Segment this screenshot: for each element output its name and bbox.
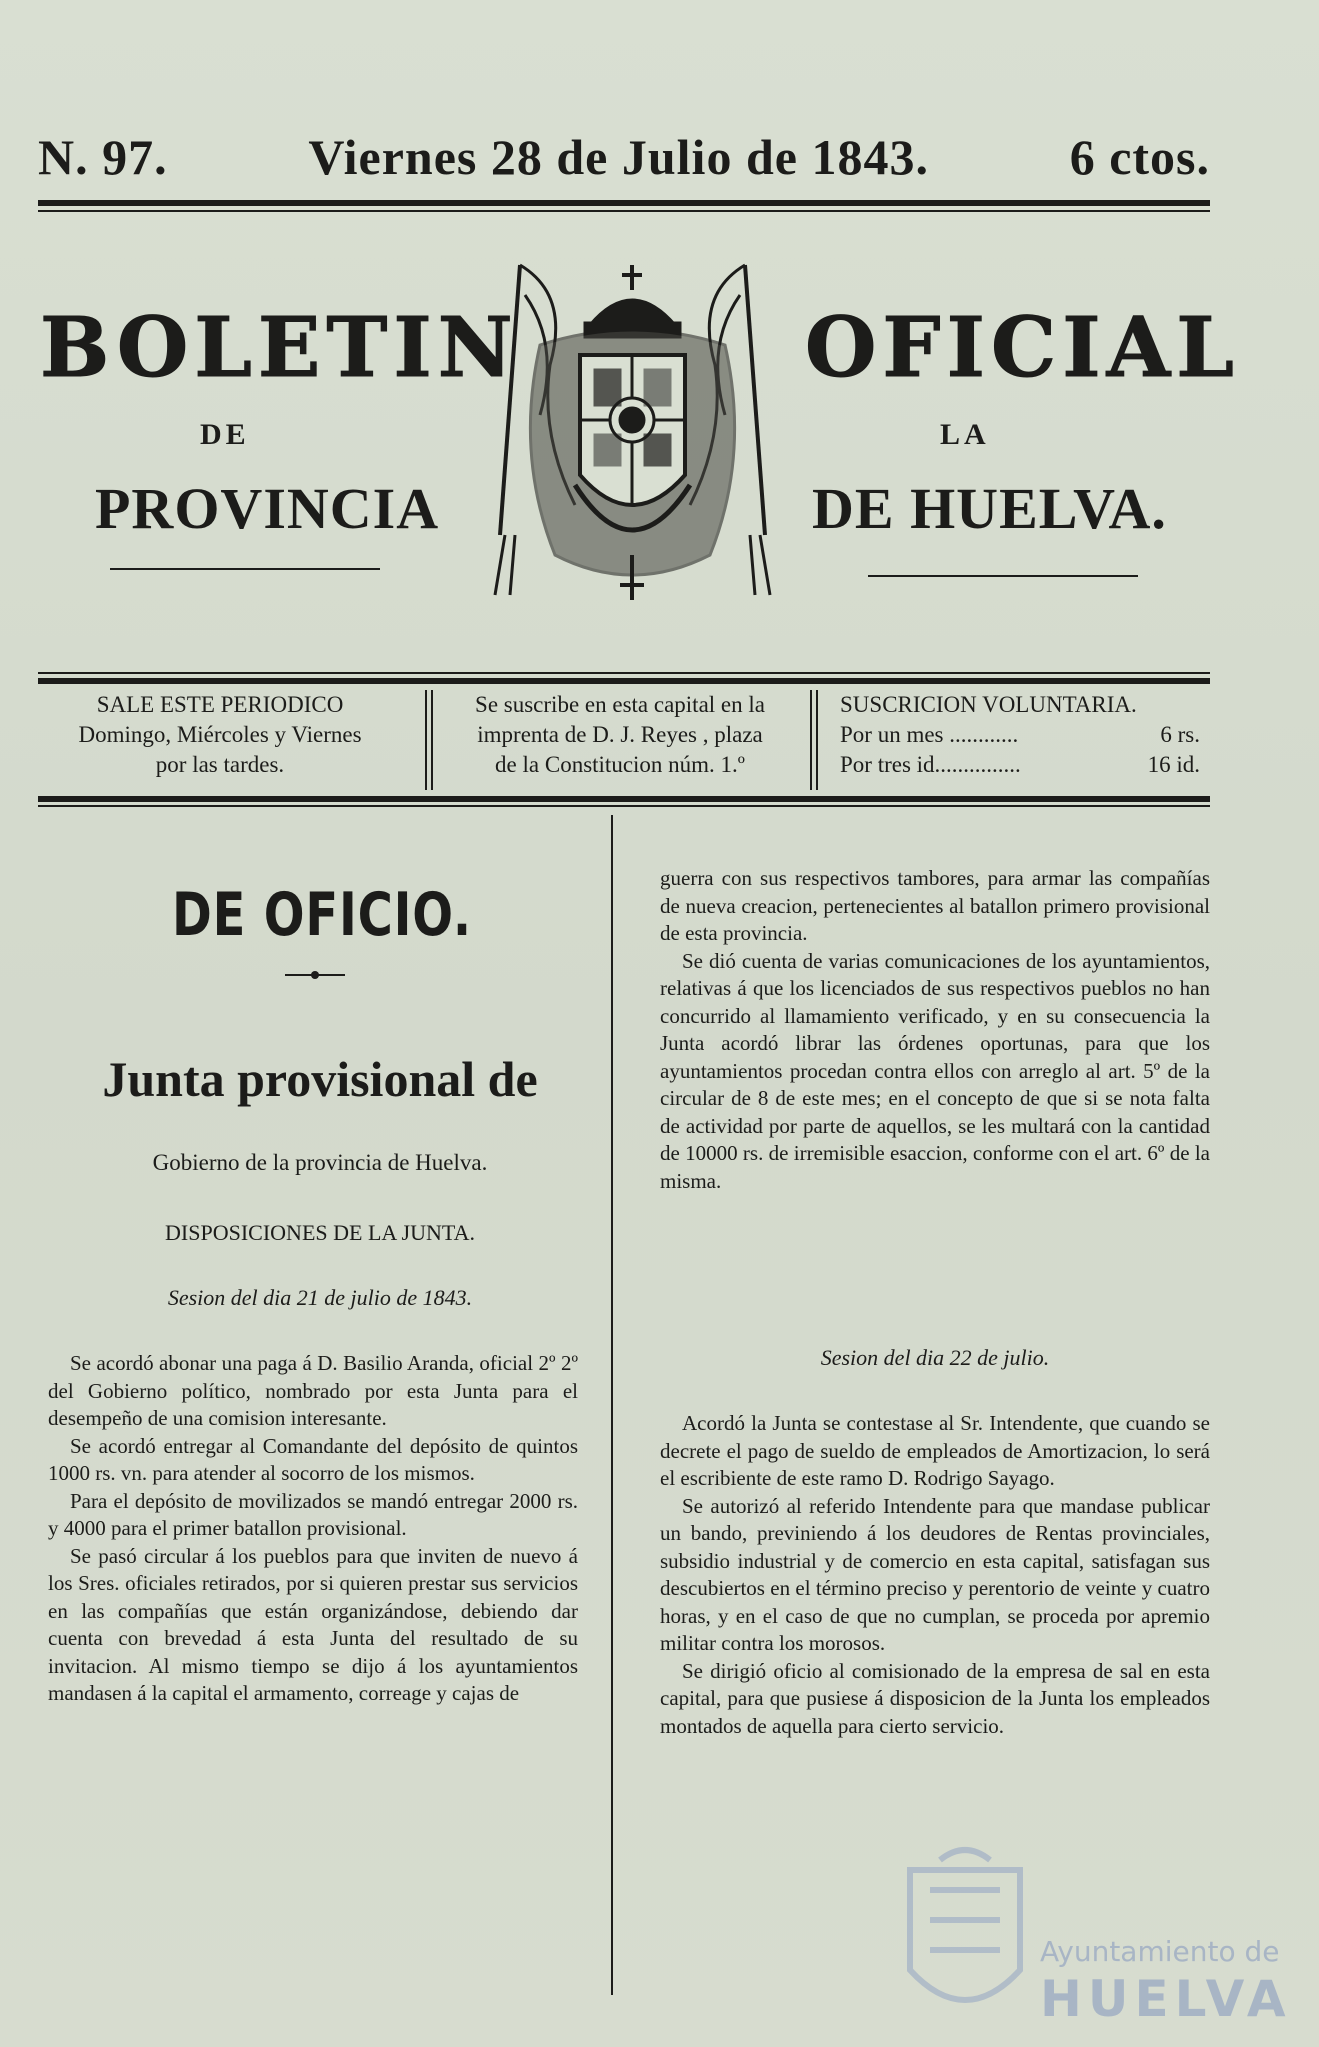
masthead-la: LA <box>940 418 990 451</box>
right-column-body-b <box>660 1410 1210 1740</box>
price-row <box>840 720 1200 750</box>
article-paragraph: Acordó la Junta se contestase al Sr. Intendente, que cuando se decrete el pago de sueldo de empleados de Amortizacion, lo será el escribiente de este ramo D. Rodrigo Sayago. <box>660 1411 1210 1490</box>
junta-title: Junta provisional de <box>102 1051 538 1107</box>
info-prices <box>840 690 1200 790</box>
article-paragraph: guerra con sus respectivos tambores, para armar las compañías de nueva creacion, pertenecientes al batallon primero provisional de esta provincia. <box>660 866 1210 945</box>
price-row <box>840 750 1200 780</box>
info-schedule-line: SALE ESTE PERIODICO <box>96 692 344 717</box>
price-label: Por tres id............... <box>840 752 1021 777</box>
price-value: 16 id. <box>1147 752 1200 777</box>
info-subscription-line: Se suscribe en esta capital en la <box>475 692 765 717</box>
masthead-de-huelva: DE HUELVA. <box>812 476 1167 541</box>
coat-of-arms-icon <box>480 255 785 615</box>
masthead-boletin: BOLETIN <box>40 300 519 396</box>
masthead-underline-right <box>868 575 1138 577</box>
column-divider <box>611 815 613 1995</box>
info-divider <box>425 690 427 790</box>
article-paragraph: Se dió cuenta de varias comunicaciones de los ayuntamientos, relativas á que los licenciados de sus respectivos pueblos no han concurrido al llamamiento verificado, y en su consecuencia la Junta acordó librar las órdenes oportunas, para que los ayuntamientos procedan contra ellos con arreglo al art. 5º de la circular de 8 de este mes; en el concepto de que si se nota falta de actividad por parte de aquellos, se les multará con la cantidad de 10000 rs. de irremisible esaccion, conforme con el art. 6º de la misma. <box>660 948 1210 1193</box>
info-prices-title: SUSCRICION VOLUNTARIA. <box>840 692 1137 717</box>
watermark-line2: HUELVA <box>1040 1970 1292 2028</box>
price-value: 6 rs. <box>1160 722 1200 747</box>
info-divider <box>816 690 818 790</box>
article-paragraph: Se acordó entregar al Comandante del depósito de quintos 1000 rs. vn. para atender al socorro de los mismos. <box>48 1433 578 1485</box>
info-rule-bottom-thin <box>38 805 1210 807</box>
article-paragraph: Se acordó abonar una paga á D. Basilio Aranda, oficial 2º 2º del Gobierno político, nombrado por esta Junta para el desempeño de una comision interesante. <box>48 1351 578 1430</box>
masthead-provincia: PROVINCIA <box>95 476 440 541</box>
info-schedule-line: por las tardes. <box>155 752 285 777</box>
issue-number: N. 97. <box>38 129 168 185</box>
session-heading: Sesion del dia 22 de julio. <box>820 1345 1050 1370</box>
dispositions-heading: DISPOSICIONES DE LA JUNTA. <box>165 1220 475 1245</box>
info-divider <box>810 690 812 790</box>
info-rule-bottom-thick <box>38 796 1210 802</box>
session-heading: Sesion del dia 21 de julio de 1843. <box>167 1285 473 1310</box>
info-subscription-place <box>440 690 800 790</box>
article-paragraph: Se pasó circular á los pueblos para que inviten de nuevo á los Sres. oficiales retirados, por si quieren prestar sus servicios en las compañías que están organizándose, debiendo dar cuenta con brevedad á esta Junta del resultado de su invitacion. Al mismo tiempo se dijo á los ayuntamientos mandasen á la capital el armamento, correage y cajas de <box>48 1543 578 1705</box>
article-paragraph: Se dirigió oficio al comisionado de la empresa de sal en esta capital, para que pusiese á disposicion de la Junta los empleados montados de aquella para cierto servicio. <box>660 1658 1210 1738</box>
price-label: Por un mes ............ <box>840 722 1019 747</box>
section-title: DE OFICIO. <box>172 880 472 950</box>
header-rule-thick <box>38 200 1210 206</box>
ornament-icon <box>285 970 345 980</box>
right-column-body-a <box>660 865 1210 1195</box>
header-rule-thin <box>38 210 1210 212</box>
info-schedule-line: Domingo, Miércoles y Viernes <box>78 722 362 747</box>
issue-price: 6 ctos. <box>1069 129 1210 185</box>
issue-date: Viernes 28 de Julio de 1843. <box>308 129 929 185</box>
info-schedule <box>40 690 400 790</box>
info-divider <box>431 690 433 790</box>
info-rule-top-thin <box>38 672 1210 674</box>
masthead-de: DE <box>200 418 250 451</box>
masthead-underline-left <box>110 568 380 570</box>
left-column-body <box>48 1350 578 1708</box>
article-paragraph: Para el depósito de movilizados se mandó entregar 2000 rs. y 4000 para el primer batallon provisional. <box>48 1488 578 1540</box>
dateline <box>38 128 1210 198</box>
info-subscription-line: imprenta de D. J. Reyes , plaza <box>477 722 763 747</box>
info-subscription-line: de la Constitucion núm. 1.º <box>495 752 745 777</box>
junta-subtitle: Gobierno de la provincia de Huelva. <box>152 1150 488 1175</box>
article-paragraph: Se autorizó al referido Intendente para que mandase publicar un bando, previniendo á los deudores de Rentas provinciales, subsidio industrial y de comercio en esta capital, satisfagan sus descubiertos en el término preciso y perentorio de veinte y cuatro horas, y en el caso de que no cumplan, se proceda por apremio militar contra los morosos. <box>660 1493 1210 1655</box>
watermark-line1: Ayuntamiento de <box>1040 1935 1280 1968</box>
info-rule-top-thick <box>38 678 1210 684</box>
masthead-oficial: OFICIAL <box>805 300 1240 396</box>
